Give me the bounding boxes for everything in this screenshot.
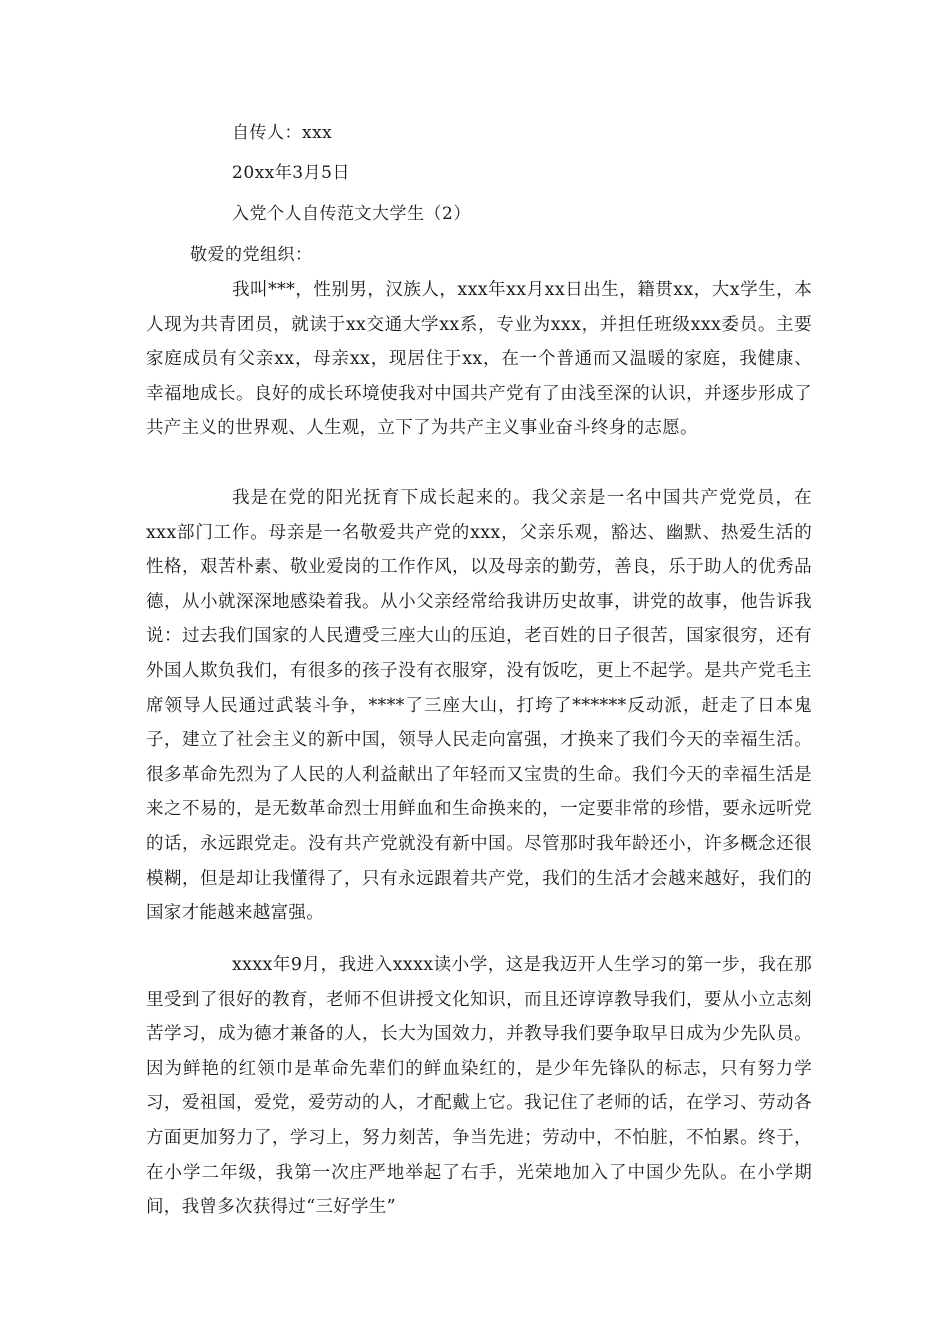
- document-date: 20xx年3月5日: [232, 163, 350, 183]
- section-title: 入党个人自传范文大学生（2）: [232, 204, 471, 224]
- paragraph-introduction: 我叫***，性别男，汉族人，xxx年xx月xx日出生，籍贯xx，大x学生，本人现为共青团员，就读于xx交通大学xx系，专业为xxx，并担任班级xxx委员。主要家庭成员有父亲xx，母亲xx，现居住于xx，在一个普通而又温暖的家庭，我健康、幸福地成长。良好的成长环境使我对中国共产党有了由浅至深的认识，并逐步形成了共产主义的世界观、人生观，立下了为共产主义事业奋斗终身的志愿。: [146, 280, 812, 439]
- signature-label: 自传人：xxx: [232, 123, 333, 143]
- paragraph-primary-school: xxxx年9月，我进入xxxx读小学，这是我迈开人生学习的第一步，我在那里受到了很好的教育，老师不但讲授文化知识，而且还谆谆教导我们，要从小立志刻苦学习，成为德才兼备的人，长大为国效力，并教导我们要争取早日成为少先队员。因为鲜艳的红领巾是革命先辈们的鲜血染红的，是少年先锋队的标志，只有努力学习，爱祖国，爱党，爱劳动的人，才配戴上它。我记住了老师的话，在学习、劳动各方面更加努力了，学习上，努力刻苦，争当先进；劳动中，不怕脏，不怕累。终于，在小学二年级，我第一次庄严地举起了右手，光荣地加入了中国少先队。在小学期间，我曾多次获得过“三好学生”: [146, 955, 812, 1218]
- salutation: 敬爱的党组织：: [190, 245, 313, 265]
- paragraph-family-background: 我是在党的阳光抚育下成长起来的。我父亲是一名中国共产党党员，在xxx部门工作。母亲是一名敬爱共产党的xxx，父亲乐观，豁达、幽默、热爱生活的性格，艰苦朴素、敬业爱岗的工作作风，以及母亲的勤劳，善良，乐于助人的优秀品德，从小就深深地感染着我。从小父亲经常给我讲历史故事，讲党的故事，他告诉我说：过去我们国家的人民遭受三座大山的压迫，老百姓的日子很苦，国家很穷，还有外国人欺负我们，有很多的孩子没有衣服穿，没有饭吃，更上不起学。是共产党毛主席领导人民通过武装斗争，****了三座大山，打垮了******反动派，赶走了日本鬼子，建立了社会主义的新中国，领导人民走向富强，才换来了我们今天的幸福生活。很多革命先烈为了人民的人利益献出了年轻而又宝贵的生命。我们今天的幸福生活是来之不易的，是无数革命烈士用鲜血和生命换来的，一定要非常的珍惜，要永远听党的话，永远跟党走。没有共产党就没有新中国。尽管那时我年龄还小，许多概念还很模糊，但是却让我懂得了，只有永远跟着共产党，我们的生活才会越来越好，我们的国家才能越来越富强。: [146, 488, 812, 924]
